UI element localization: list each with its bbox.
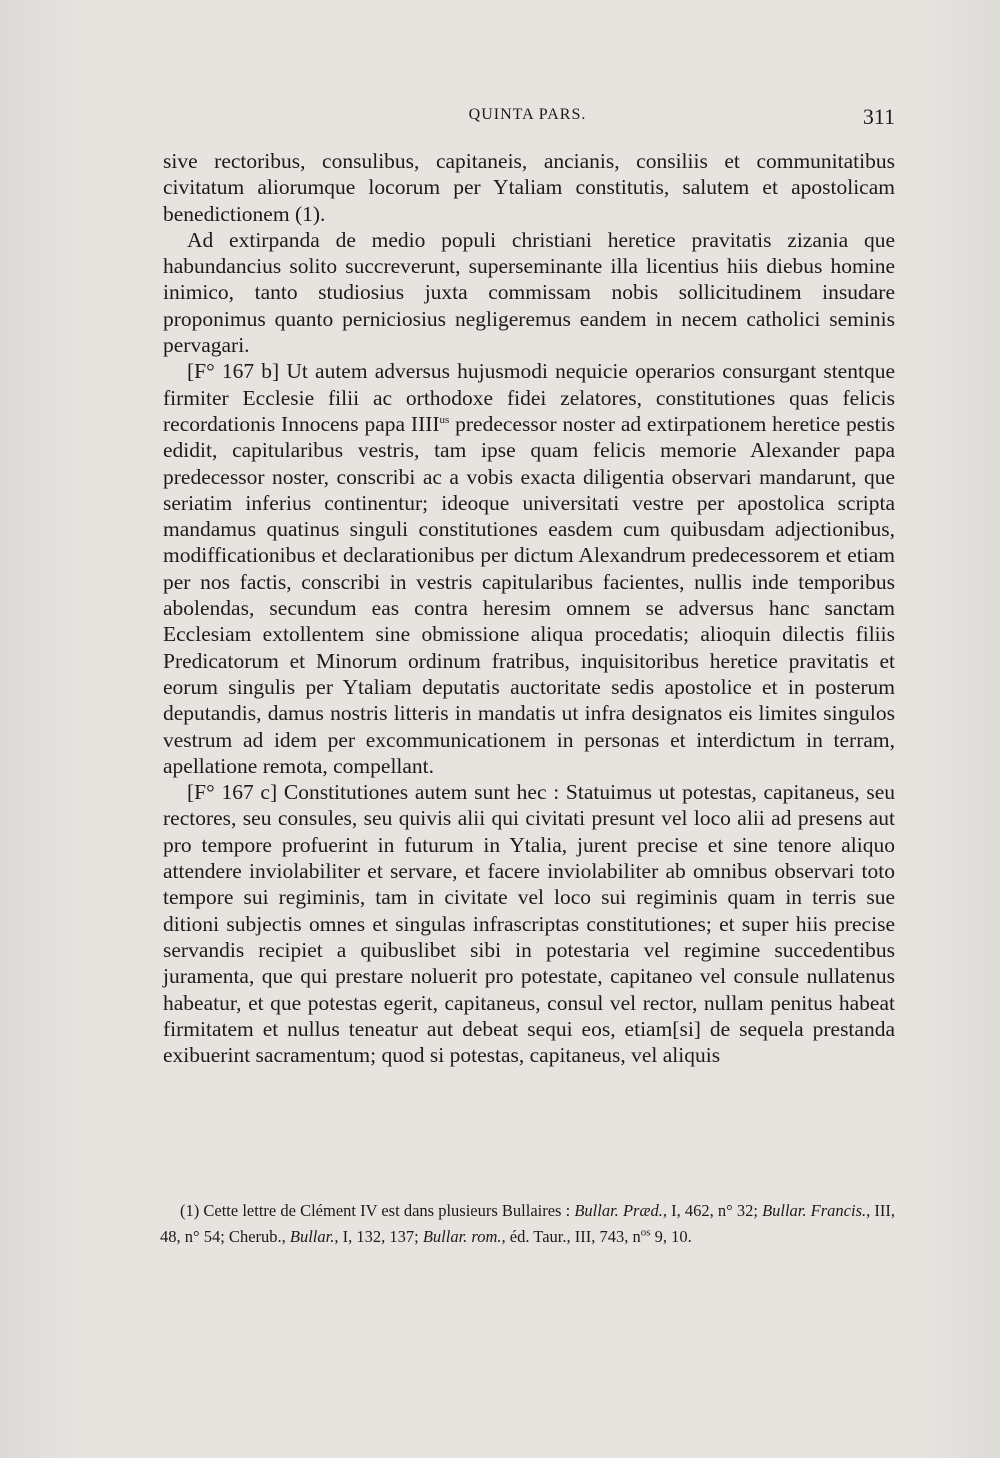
paragraph-1: sive rectoribus, consulibus, capitaneis, ancianis, consiliis et communitatibus civitatum aliorumque locorum per Ytaliam constitutis, salutem et apostolicam benedictionem (1). bbox=[163, 149, 895, 226]
paragraph-3-part-a: [F° 167 b] Ut autem adversus hujusmodi nequicie operarios consurgant stentque firmiter Ecclesie filii ac orthodoxe fidei zelatores, constitutiones quas felicis recordationis Innocens papa IIII bbox=[163, 359, 895, 436]
page-header bbox=[160, 104, 895, 134]
paragraph-4: [F° 167 c] Constitutiones autem sunt hec : Statuimus ut potestas, capitaneus, seu rectores, seu consules, seu quivis alii qui civitati presunt vel loco alii ad presens aut pro tempore profuerint in futurum in Ytalia, jurent precise et sine tenore aliquo attendere inviolabiliter et servare, et facere inviolabiliter ab omnibus observari toto tempore sui regiminis, tam in civitate vel loco sui regiminis quam in terris sue ditioni subjectis omnes et singulas infrascriptas constitutiones; et super hiis precise servandis recipiet a quibuslibet sibi in potestaria vel regimine succedentibus juramenta, que qui prestare noluerit pro potestate, capitaneo vel consule nullatenus habeatur, et que potestas egerit, capitaneus, consul vel rector, nullam penitus habeat firmitatem et nullus teneatur aut debeat sequi eos, etiam[si] de sequela prestanda exibuerint sacramentum; quod si potestas, capitaneus, vel aliquis bbox=[163, 780, 895, 1068]
footnote bbox=[160, 1198, 895, 1250]
footnote-text: , III, 48, n° 54; Cherub., bbox=[160, 1201, 895, 1246]
footnote-citation: Bullar. Præd. bbox=[574, 1201, 663, 1220]
footnote-text: , I, 132, 137; bbox=[334, 1227, 423, 1246]
footnote-citation: Bullar. bbox=[289, 1227, 335, 1246]
footnote-citation: Bullar. Francis. bbox=[762, 1201, 867, 1220]
footnote-citation: Bullar. rom. bbox=[422, 1227, 502, 1246]
running-title: QUINTA PARS. bbox=[468, 106, 587, 123]
paragraph-3-part-b: predecessor noster ad extirpationem heretice pestis edidit, capitularibus vestris, tam ipse quam felicis memorie Alexander papa predecessor noster, conscribi ac a vobis exacta diligentia observari mandarunt, que seriatim inferius continentur; ideoque universitati vestre per apostolica scripta mandamus quatinus singuli constitutiones easdem cum quibusdam adjectionibus, modifficationibus et declarationibus per dictum Alexandrum predecessorem et etiam per nos factis, conscribi in vestris capitularibus facientes, nullis inde temporibus abolendas, secundum eas contra heresim omnem se adversus hanc sanctam Ecclesiam extollentem sine obmissione aliqua procedatis; alioquin dilectis filiis Predicatorum et Minorum ordinum fratribus, inquisitoribus heretice pravitatis et eorum singulis per Ytaliam deputatis auctoritate sedis apostolice et in posterum deputandis, damus nostris litteris in mandatis ut infra designatos eis limites singulos vestrum ad idem per excommunicationem in personas et interdictum in terram, apellatione remota, compellant. bbox=[163, 411, 895, 778]
ordinal-superscript: us bbox=[439, 413, 450, 426]
footnote-superscript: os bbox=[640, 1226, 651, 1239]
footnote-text: (1) Cette lettre de Clément IV est dans plusieurs Bullaires : bbox=[180, 1201, 575, 1220]
main-text bbox=[163, 148, 895, 1068]
page-number: 311 bbox=[862, 104, 895, 129]
footnote-text: 9, 10. bbox=[650, 1227, 692, 1246]
footnote-text: , éd. Taur., III, 743, n bbox=[501, 1227, 641, 1246]
paragraph-3 bbox=[163, 358, 895, 779]
footnote-text: , I, 462, n° 32; bbox=[662, 1201, 763, 1220]
paragraph-2: Ad extirpanda de medio populi christiani heretice pravitatis zizania que habundancius solito succreverunt, superseminante illa licentius hiis diebus homine inimico, tanto studiosius juxta commissam nobis sollicitudinem insudare proponimus quanto perniciosius negligeremus eandem in necem catholici seminis pervagari. bbox=[163, 227, 895, 358]
